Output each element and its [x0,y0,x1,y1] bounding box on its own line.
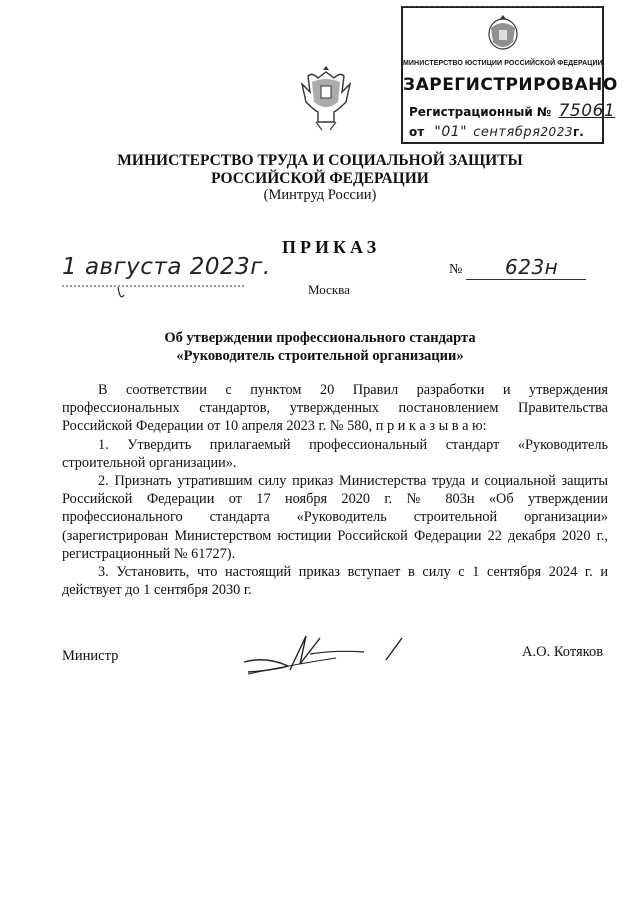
coat-of-arms-icon [298,62,354,134]
signer-name: А.О. Котяков [522,644,604,660]
signer-position: Министр [62,648,119,664]
order-item-3: 3. Установить, что настоящий приказ вступает в силу с 1 сентября 2024 г. и действует до 1 сентября 2030 г. [62,564,608,599]
order-subject-line1: Об утверждении профессионального стандарта [164,330,476,346]
ministry-abbreviation: (Минтруд России) [263,187,377,203]
stamp-date-suffix: г. [572,125,584,139]
order-number-label: № [449,262,463,277]
order-subject-line2: «Руководитель строительной организации» [176,348,464,364]
order-item-2: 2. Признать утратившим силу приказ Министерства труда и социальной защиты Российской Федерации от 17 ноября 2020 г. № 803н «Об утверждении профессионального стандарта «Руководитель строительной организации» (зарегистрирован Министерством юстиции Российской Федерации 22 декабря 2020 г., регистрационный № 61727). [62,473,608,562]
stamp-date-year: 2023 [540,125,573,139]
stamp-date-day: "01" [434,124,468,140]
stamp-date-prefix: от [409,125,425,139]
stamp-reg-label: Регистрационный № [409,105,552,119]
date-underline-icon [60,283,246,319]
order-city: Москва [308,282,350,297]
ministry-name-line1: МИНИСТЕРСТВО ТРУДА И СОЦИАЛЬНОЙ ЗАЩИТЫ [117,152,523,169]
stamp-date-line [409,124,599,140]
order-body [62,381,608,599]
registration-stamp [401,6,618,144]
stamp-date-month: сентября [473,125,541,140]
order-item-1: 1. Утвердить прилагаемый профессиональный стандарт «Руководитель строительной организации». [62,436,608,471]
stamp-emblem-icon [485,12,521,56]
order-date-handwritten: 1 августа 2023г. [62,254,271,280]
stamp-reg-number: 75061 [558,101,616,121]
order-number-handwritten: 623н [505,255,559,279]
stamp-ministry-line: МИНИСТЕРСТВО ЮСТИЦИИ РОССИЙСКОЙ ФЕДЕРАЦИИ [403,60,603,67]
signature-icon [236,630,412,676]
stamp-reg-number-line [409,101,616,121]
order-title: ПРИКАЗ [282,237,381,257]
order-number-underline [466,279,586,280]
order-preamble: В соответствии с пунктом 20 Правил разработки и утверждения профессиональных стандартов, утвержденных постановлением Правительства Российской Федерации от 10 апреля 2023 г. № 580, п р и к а з ы в а ю: [62,382,608,435]
ministry-name-line2: РОССИЙСКОЙ ФЕДЕРАЦИИ [211,170,429,187]
stamp-registered-title: ЗАРЕГИСТРИРОВАНО [403,75,618,95]
